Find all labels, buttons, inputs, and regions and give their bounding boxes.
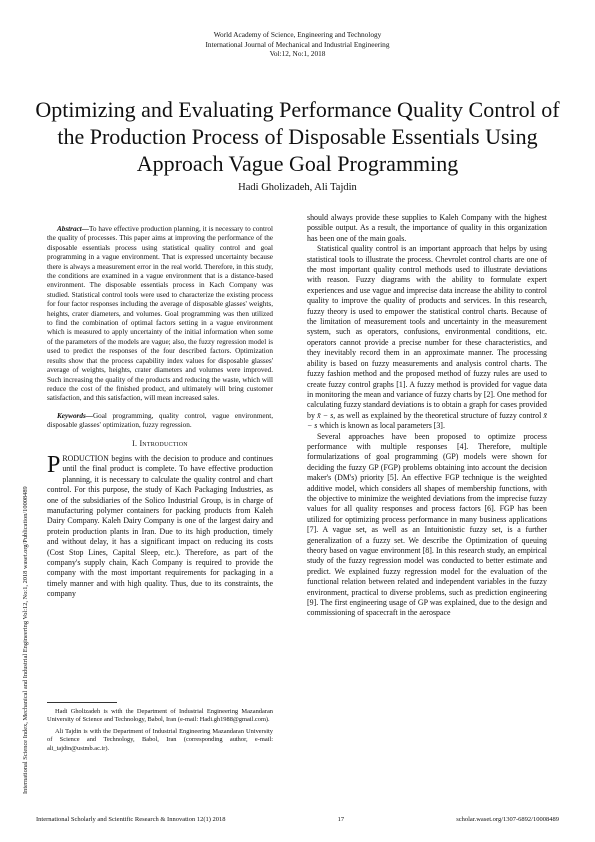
footnote-2: Ali Tajdin is with the Department of Industrial Engineering Mazandaran University of Science and Technology, Babol, Iran (corresponding author, e-mail: ali_tajdin@ustmb.ac.ir). [47, 727, 273, 752]
header-line-1: World Academy of Science, Engineering and Technology [213, 30, 382, 39]
keywords-label: Keywords— [57, 411, 93, 420]
sidebar-text: International Science Index, Mechanical and Industrial Engineering Vol:12, No:1, 2018 waset.org/Publication/10008489 [22, 486, 29, 794]
page-footer [36, 816, 559, 823]
left-column [47, 213, 273, 600]
keywords [47, 412, 273, 431]
right-column [307, 213, 547, 619]
header-line-3: Vol:12, No:1, 2018 [269, 49, 326, 58]
abstract-text: To have effective production planning, it is necessary to control the quality of processes. This paper aims at improving the performance of the disposable essentials process using statistical quality control and goal programming in a vague environment. That is expressed uncertainty because there is always a measurement error in the real world. Therefore, in this study, the conditions are examined in a vague environment that is a distance-based environment. The disposable essentials process in Kach Company was studied. Statistical control tools were used to characterize the existing process for four factor responses including the average of disposable glasses' weights, heights, crater diameters, and volumes. Goal programming was then utilized to find the combination of optimal factors setting in a vague environment which is measured to apply uncertainty of the initial information when some of the parameters of the models are vague; also, the fuzzy regression model is used to predict the responses of the four described factors. Optimization results show that the process capability index values for disposable glasses' average of weights, heights, crater diameters and volumes were improved. Such increasing the quality of the products and reducing the waste, which will reduce the cost of the finished product, and ultimately will bring customer satisfaction, and this satisfaction, will mean increased sales. [47, 225, 273, 403]
intro-text: RODUCTION begins with the decision to produce and continues until the final product is complete. To have effective production planning, it is necessary to calculate the quality control and chart control. For this purpose, the study of Kach Packaging Industries, as one of the subsidiaries of the Solico Industrial Group, is in charge of manufacturing polymer containers for packing products from Kaleh Dairy Company. Kaleh Dairy Company is one of the largest dairy and protein production plants in Iran. Due to its high production, timely and without delay, it has a significant impact on reducing its costs (Cost Stop Lines, Capital Sleep, etc.). Therefore, as part of the company's supply chain, Kach Company is required to provide the company with the most important requirements for packaging in a timely manner and with high quality. Thus, due to its constraints, the company [47, 453, 273, 599]
section-title: Introduction [139, 438, 188, 448]
paper-title: Optimizing and Evaluating Performance Quality Control of the Production Process of Disposable Essentials Using Approach Vague Goal Programming [35, 97, 560, 176]
keywords-text: Goal programming, quality control, vague environment, disposable glasses' optimization, fuzzy regression. [47, 411, 273, 430]
right-paragraph-2-end: which is known as local parameters [3]. [319, 421, 445, 431]
abstract-label: Abstract— [57, 225, 89, 233]
formula-xbar-s-1: x̄ − s [317, 410, 334, 420]
right-paragraph-1: should always provide these supplies to Kaleh Company with the highest possible output. As a result, the importance of quality in this organization has been one of the main goals. [307, 213, 547, 243]
footer-journal: International Scholarly and Scientific Research & Innovation 12(1) 2018 [36, 816, 226, 823]
journal-header [0, 30, 595, 59]
footer-url: scholar.waset.org/1307-6892/10008489 [456, 816, 559, 823]
footnotes [47, 702, 273, 756]
footnote-divider [47, 702, 117, 703]
right-paragraph-3: Several approaches have been proposed to optimize process performance with multiple responses [4]. Therefore, multiple formularizations of goal programming (GP) models were shown for deciding the fuzzy GP (FGP) problems obtaining into account the decision maker's (DM's) priority [5]. An effective FGP technique is the weighted additive model, which considers all shapes of membership functions, with the objective to minimize the weighted deviations from the imprecise fuzzy values for all quality responses and process factors [6]. FGP has been utilized for optimizing process performance in many business applications [7]. A vague set, as well as an Intuitionistic fuzzy set, is a further generalization of a fuzzy set. We describe the Optimization of queuing theory based on vague environment [8]. In this research study, an empirical study of the fuzzy regression model was conducted to better estimate and predict. We explained fuzzy regression model for the evaluation of the functional relation between related and independent variables in the fuzzy environment, practical to diverse problems, such as prediction engineering [9]. The first engineering usage of GP was explained, due to the design and commissioning of spacecraft in the aerospace [307, 431, 547, 618]
formula-xbar-s-2: x̄ − s [307, 410, 547, 431]
drop-cap: P [47, 451, 61, 478]
intro-paragraph [47, 451, 273, 600]
footnote-1: Hadi Gholizadeh is with the Department of Industrial Engineering Mazandaran University of Science and Technology, Babol, Iran (e-mail: Hadi.gh1988@gmail.com). [47, 708, 273, 724]
right-paragraph-2-text: Statistical quality control is an important approach that helps by using statistical tools to illustrate the process. Chevrolet control charts are one of the most important quality control methods used to illustrate deviations with reason. Fuzzy diagrams with the ability to formulate expert experiences and use vague and imprecise data increase the ability to control quality to improve the quality of products and services. In this research, fuzzy theory is used to empower the statistical control charts. Because of the limitation of measurement tools and uncertainty in the measurement system, such as operators, confusions, environmental conditions, etc. operators cannot provide a precise number for these characteristics, and they inevitably record them in an approximate manner. The processing ability is based on fuzzy measurements and analysis control charts. The fuzzy fashion method and the proposed method of fuzzy rules are used to create fuzzy control graphs [1]. A fuzzy method is provided for vague data in monitoring the mean and variance of fuzzy charts by [2]. One method for calculating fuzzy standard deviations is to obtain a graph for cases provided by [307, 244, 547, 420]
right-paragraph-2-cont: , as well as explained by the theoretical structure of fuzzy control [333, 410, 542, 420]
page-number: 17 [337, 816, 345, 823]
paper-authors: Hadi Gholizadeh, Ali Tajdin [238, 182, 357, 193]
section-number: I. [132, 438, 138, 448]
sidebar-watermark [22, 240, 32, 800]
header-line-2: International Journal of Mechanical and Industrial Engineering [205, 39, 390, 49]
section-heading [47, 439, 273, 449]
right-paragraph-2 [307, 244, 547, 431]
abstract [47, 225, 273, 404]
